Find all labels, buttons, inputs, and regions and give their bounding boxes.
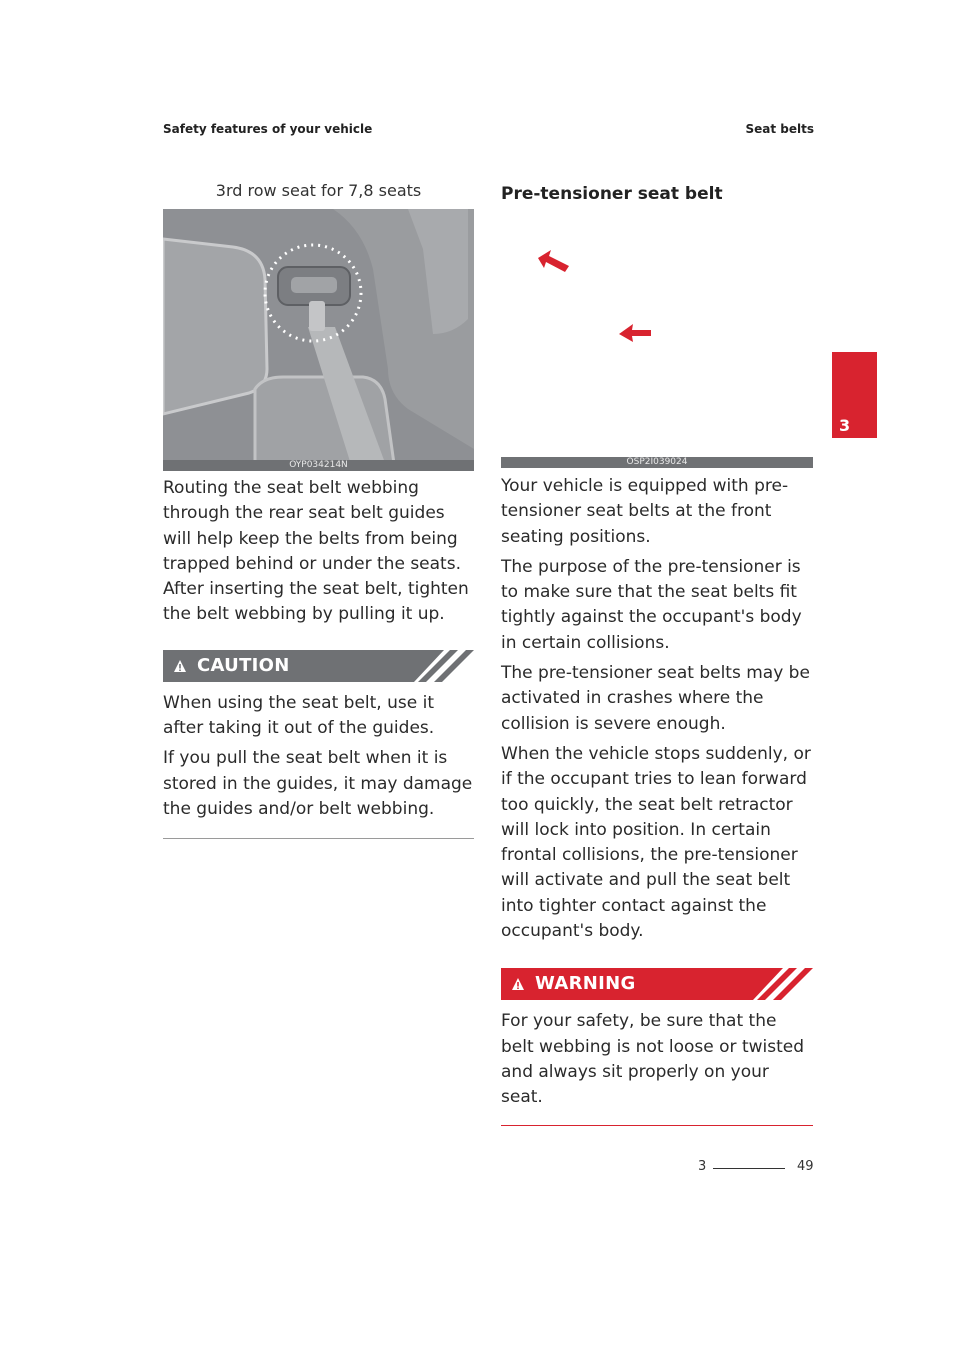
pretensioner-paragraph-3: The pre-tensioner seat belts may be activated in crashes where the collision is severe enough. — [501, 663, 810, 734]
caution-paragraph-1: When using the seat belt, use it after taking it out of the guides. — [163, 692, 435, 739]
warning-banner — [501, 968, 813, 1000]
caution-label: CAUTION — [197, 654, 290, 676]
banner-stripes-icon — [753, 968, 813, 1000]
running-header-section: Safety features of your vehicle — [163, 122, 373, 136]
warning-triangle-icon — [173, 659, 187, 673]
warning-label: WARNING — [535, 973, 636, 995]
section-heading: Pre-tensioner seat belt — [501, 184, 723, 204]
caution-end-rule — [163, 838, 474, 839]
caution-paragraph-2: If you pull the seat belt when it is stored in the guides, it may damage the guides and/or belt webbing. — [163, 748, 473, 819]
running-header-topic: Seat belts — [745, 122, 814, 136]
warning-triangle-icon — [511, 977, 525, 991]
routing-paragraph: Routing the seat belt webbing through the rear seat belt guides will help keep the belts from being trapped behind or under the seats. After inserting the seat belt, tighten the belt webbing by pulling it up. — [163, 478, 469, 625]
pretensioner-paragraph-1: Your vehicle is equipped with pre-tensioner seat belts at the front seating positions. — [501, 476, 789, 547]
left-body — [163, 476, 474, 839]
figure-caption: 3rd row seat for 7,8 seats — [215, 181, 422, 200]
chapter-tab-number: 3 — [839, 416, 851, 435]
warning-end-rule — [501, 1125, 813, 1126]
pretensioner-illustration — [501, 214, 813, 457]
pretensioner-figure — [501, 214, 813, 468]
seat-belt-guide-illustration — [163, 209, 474, 471]
red-arrow-icon — [538, 250, 569, 272]
footer-page-number: 49 — [797, 1159, 814, 1174]
red-arrow-icon — [619, 324, 651, 342]
figure-code: OYP034214N — [163, 460, 474, 471]
warning-paragraph: For your safety, be sure that the belt webbing is not loose or twisted and always sit properly on your seat. — [501, 1011, 805, 1108]
caution-banner — [163, 650, 474, 682]
figure-code: OSP2I039024 — [501, 457, 813, 468]
footer-chapter-number: 3 — [698, 1159, 707, 1174]
pretensioner-paragraph-4: When the vehicle stops suddenly, or if the occupant tries to lean forward too quickly, the seat belt retractor will lock into position. In certain frontal collisions, the pre-tensioner will activate and pull the seat belt into tighter contact against the occupant's body. — [501, 743, 811, 942]
footer-rule — [713, 1168, 785, 1169]
seat-belt-guide-photo — [163, 209, 474, 471]
right-body — [501, 474, 813, 1126]
banner-stripes-icon — [414, 650, 474, 682]
pretensioner-paragraph-2: The purpose of the pre-tensioner is to make sure that the seat belts fit tightly against the occupant's body in certain collisions. — [501, 556, 802, 653]
